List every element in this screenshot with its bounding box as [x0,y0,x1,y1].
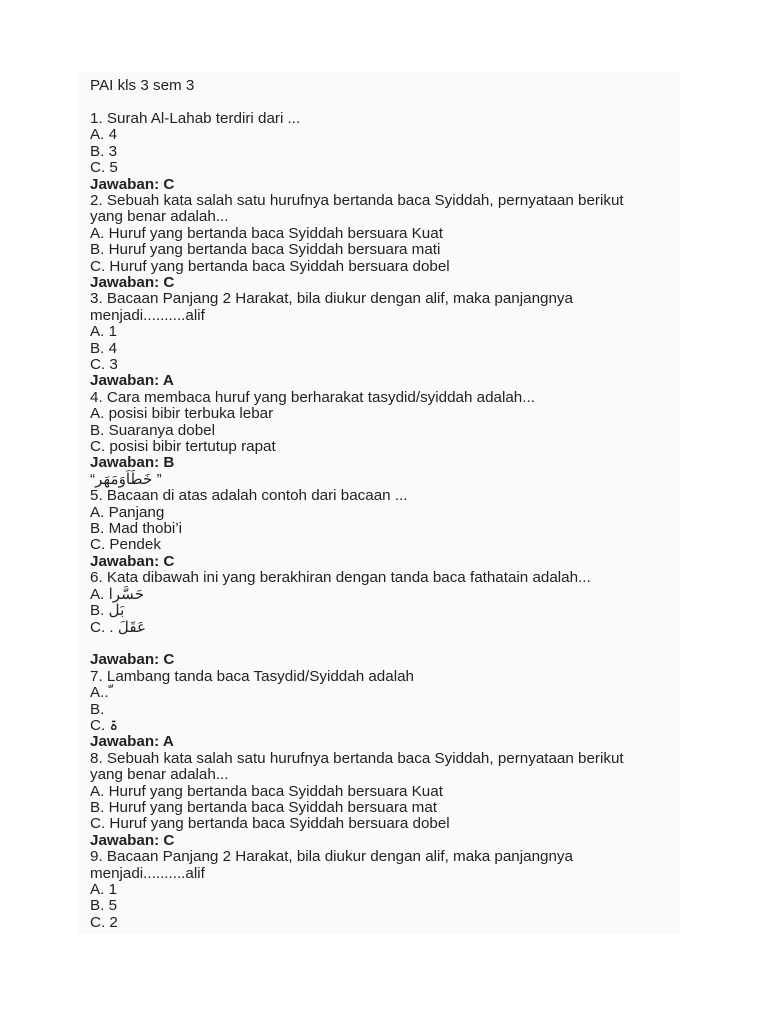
option-line: C. 3 [90,356,118,373]
question-line: 3. Bacaan Panjang 2 Harakat, bila diukur dengan alif, maka panjangnya [90,290,573,308]
answer-line: Jawaban: C [90,175,175,193]
option-line: A. Huruf yang bertanda baca Syiddah bersuara Kuat [90,782,443,800]
document-body [90,78,675,931]
question-line: 9. Bacaan Panjang 2 Harakat, bila diukur dengan alif, maka panjangnya [90,848,573,866]
document-title: PAI kls 3 sem 3 [90,77,195,94]
option-line: A.. ّ [90,684,114,702]
question-line: 5. Bacaan di atas adalah contoh dari bacaan ... [90,487,408,505]
answer-line: Jawaban: C [90,831,175,849]
option-line: C. Pendek [90,536,161,554]
answer-line: Jawaban: C [90,651,175,669]
option-line: C. Huruf yang bertanda baca Syiddah bersuara dobel [90,815,450,833]
text-line: “خَطَاَوَمَهَر ” [90,470,162,488]
question-line: 2. Sebuah kata salah satu hurufnya bertanda baca Syiddah, pernyataan berikut [90,191,624,209]
answer-line: Jawaban: C [90,273,175,291]
option-line: C. Huruf yang bertanda baca Syiddah bersuara dobel [90,257,450,275]
blank-line [90,636,675,652]
text-line: menjadi..........alif [90,864,205,882]
option-line: B. [90,700,105,718]
option-line: A. Panjang [90,503,165,521]
answer-line: Jawaban: A [90,372,174,390]
answer-line: Jawaban: B [90,454,175,472]
option-line: A. حَسَّرا [90,585,145,603]
question-list [90,111,675,931]
question-line: 4. Cara membaca huruf yang berharakat tasydid/syiddah adalah... [90,388,535,406]
answer-line: Jawaban: A [90,733,174,751]
answer-line: Jawaban: C [90,552,175,570]
option-line: C. ۃ [90,716,119,734]
question-line: 7. Lambang tanda baca Tasydid/Syiddah adalah [90,667,414,685]
option-line: B. Suaranya dobel [90,421,215,439]
option-line: A. 1 [90,323,118,341]
option-line: B. Mad thobi’i [90,520,183,538]
option-line: C. 5 [90,159,118,177]
option-line: B. 3 [90,142,118,160]
option-line: A. Huruf yang bertanda baca Syiddah bersuara Kuat [90,224,443,242]
option-line: A. 4 [90,126,118,144]
option-line: C. posisi bibir tertutup rapat [90,438,276,456]
option-line: B. 5 [90,897,118,915]
option-line: B. Huruf yang bertanda baca Syiddah bersuara mat [90,798,437,816]
question-line: 1. Surah Al-Lahab terdiri dari ... [90,109,301,127]
option-line: A. posisi bibir terbuka lebar [90,405,274,423]
question-line: 6. Kata dibawah ini yang berakhiran dengan tanda baca fathatain adalah... [90,569,591,587]
option-line: B. Huruf yang bertanda baca Syiddah bersuara mati [90,241,441,259]
text-line: menjadi..........alif [90,306,205,324]
text-line: yang benar adalah... [90,766,229,784]
option-line: C. 2 [90,913,118,931]
text-line: yang benar adalah... [90,208,229,226]
option-line: A. 1 [90,880,118,898]
option-line: B. 4 [90,339,118,357]
question-line: 8. Sebuah kata salah satu hurufnya bertanda baca Syiddah, pernyataan berikut [90,749,624,767]
option-line: C. . عَقَلَ [90,618,147,636]
option-line: B. بَل [90,602,125,620]
